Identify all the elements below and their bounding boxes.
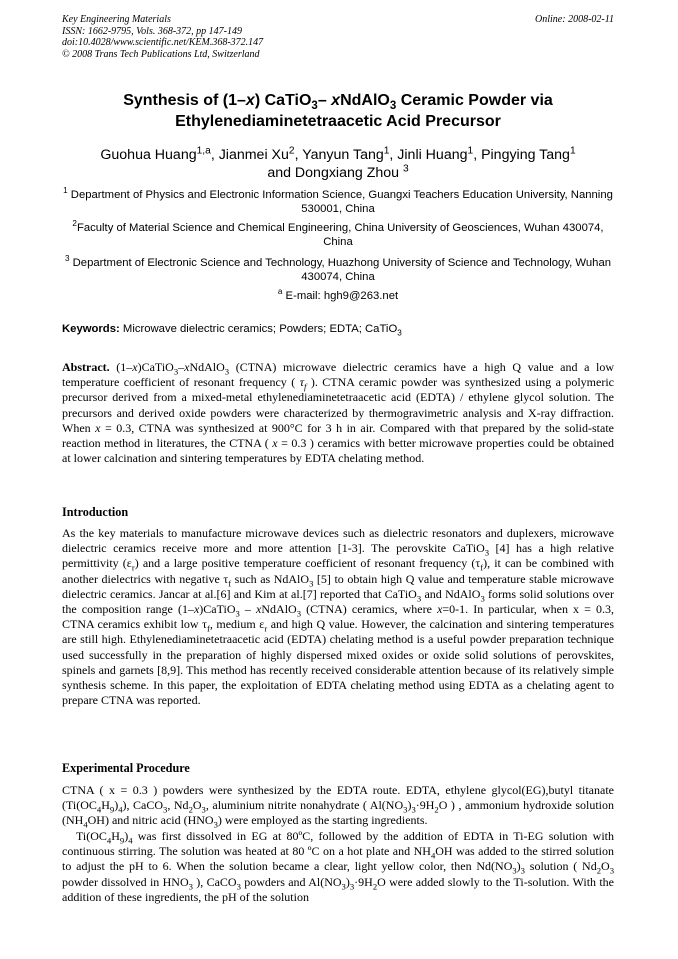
issn-line: ISSN: 1662-9795, Vols. 368-372, pp 147-149 bbox=[62, 25, 242, 37]
experimental-text-1: CTNA ( x = 0.3 ) powders were synthesized by the EDTA route. EDTA, ethylene glycol(EG),butyl titanate $(Ti(OC_4H_9)_4)$, CaCO$_3$, $Nd_2O_3$, aluminium nitrite nonahydrate ( $Al(NO_3)_3\cdot 9H_2O$ ) , ammonium hydroxide solution $(NH_4OH)$ and nitric acid $(HNO_3)$ were employed as the starting ingredients. bbox=[62, 783, 615, 830]
copyright-line: © 2008 Trans Tech Publications Ltd, Switzerland bbox=[62, 48, 260, 60]
introduction-heading: Introduction bbox=[62, 505, 129, 519]
affiliation-2: $^2$Faculty of Material Science and Chemical Engineering, China University of Geosciences, Wuhan 430074, China bbox=[72, 219, 604, 248]
experimental-heading: Experimental Procedure bbox=[62, 761, 190, 775]
author-list: Guohua Huang$^{1,a}$, Jianmei Xu$^2$, Yanyun Tang$^1$, Jinli Huang$^1$, Pingying Tang$^1$ and Dongxiang Zhou $^3$ bbox=[100, 145, 576, 181]
doi-line: doi:10.4028/www.scientific.net/KEM.368-372.147 bbox=[62, 37, 264, 48]
keywords: Keywords: Microwave dielectric ceramics; Powders; EDTA; CaTiO$_3$ bbox=[62, 323, 402, 338]
affiliation-1: $^1$ Department of Physics and Electronic Information Science, Guangxi Teachers Education University, Nanning 530001, China bbox=[63, 186, 613, 215]
paper-title: Synthesis of (1–x) CaTiO$_3$– xNdAlO$_3$ Ceramic Powder via Ethylenediaminetetraacetic Acid Precursor bbox=[123, 92, 553, 130]
journal-name: Key Engineering Materials bbox=[62, 14, 171, 25]
experimental-text-2: $Ti(OC_4H_9)_4$ was first dissolved in EG at 80ºC, followed by the addition of EDTA in Ti-EG solution with continuous stirring. The solution was heated at 80 ºC on a hot plate and $NH_4OH$ was added to the stirred solution to adjust the pH to 6. When the solution became a clear, light yellow color, then $Nd(NO_3)_3$ solution ( $Nd_2O_3$ powder dissolved in $HNO_3$ ), CaCO$_3$ powders and $Al(NO_3)_3\cdot 9H_2O$ were added slowly to the Ti-solution. With the addition of these ingredients, the pH of the solution bbox=[62, 829, 615, 904]
affiliation-3: $^3$ Department of Electronic Science and Technology, Huazhong University of Science and Technology, Wuhan 430074, China bbox=[64, 254, 612, 283]
introduction-text: As the key materials to manufacture microwave devices such as dielectric resonators and duplexers, microwave dielectric ceramics receive more and more attention [1-3]. The perovskite CaTiO$_3$ [4] has a high relative permittivity $(\varepsilon_r)$ and a large positive temperature coefficient of resonant frequency $(\tau_f)$, it can be combined with another dielectrics with negative $\tau_f$ such as NdAlO$_3$ [5] to obtain high Q value and temperature stable microwave dielectric ceramics. Jancar at al.[6] and Kim at al.[7] reported that CaTiO$_3$ and NdAlO$_3$ forms solid solutions over the composition range (1–x)CaTiO$_3$ – xNdAlO$_3$ (CTNA) ceramics, where x=0-1. In particular, when x = 0.3, CTNA ceramics exhibit low $\tau_f$, medium $\varepsilon_r$ and high Q value. However, the calcination and sintering temperatures are still high. Ethylenediaminetetraacetic acid (EDTA) chelating method is a useful powder preparation technique used successfully in the preparation of highly dispersed mixed oxides or oxide solid solutions of perovskites, spinels and garnets [8,9]. This method has recently received considerable attention because of its relatively simple synthesis scheme. In this paper, the exploitation of EDTA chelating method using EDTA as a chelating agent to prepare CTNA was reported. bbox=[62, 526, 615, 708]
email-line: $^a$ E-mail: hgh9@263.net bbox=[277, 287, 399, 302]
online-date: Online: 2008-02-11 bbox=[535, 14, 614, 25]
abstract: Abstract. (1–x)CaTiO$_3$–xNdAlO$_3$ (CTNA) microwave dielectric ceramics have a high Q value and a low temperature coefficient of resonant frequency ( $\tau_f$ ). CTNA ceramic powder was synthesized using a polymeric precursor derived from a mixed-metal ethylenediaminetetraacetic acid (EDTA) / ethylene glycol solution. The precursors and derived oxide powders were characterized by thermogravimetric analysis and X-ray diffraction. When x = 0.3, CTNA was synthesized at 900°C for 3 h in air. Compared with that prepared by the solid-state reaction method in literatures, the CTNA ( x = 0.3 ) ceramics with better microwave properties could be obtained at lower calcination and sintering temperatures by EDTA chelating method. bbox=[62, 360, 615, 466]
journal-header bbox=[62, 14, 614, 60]
